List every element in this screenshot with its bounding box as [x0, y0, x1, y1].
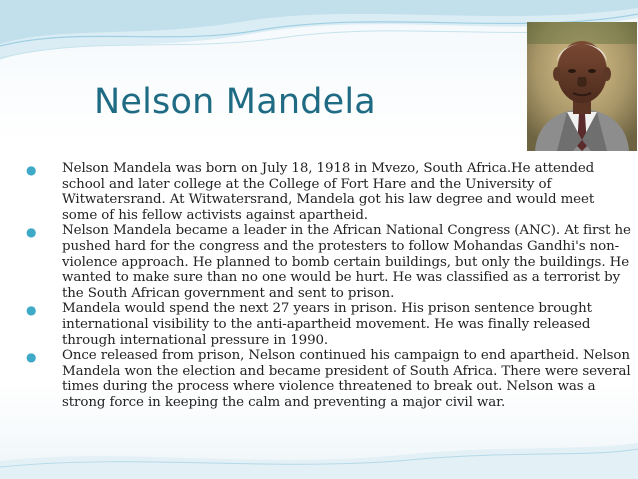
- bullet-item: [20, 161, 632, 223]
- bottom-wave-decoration: [0, 429, 638, 479]
- bullet-list: [20, 161, 632, 411]
- bullet-item: [20, 223, 632, 301]
- bullet-item: [20, 348, 632, 410]
- bullet-text: Nelson Mandela was born on July 18, 1918 in Mvezo, South Africa.He attended school and later college at the College of Fort Hare and the University of Witwatersrand. At Witwatersrand, Mandela got his law degree and would meet some of his fellow activists against apartheid.: [62, 161, 595, 223]
- bullet-item: [20, 301, 632, 348]
- circle-bullet-icon: ●: [26, 350, 37, 365]
- circle-bullet-icon: ●: [26, 303, 37, 318]
- circle-bullet-icon: ●: [26, 163, 37, 177]
- portrait-photo: [527, 22, 637, 151]
- bullet-text: Mandela would spend the next 27 years in prison. His prison sentence brought international visibility to the anti-apartheid movement. He was finally released through international pressure in 1990.: [62, 301, 592, 348]
- slide-title: Nelson Mandela: [94, 82, 376, 122]
- bullet-text: Nelson Mandela became a leader in the African National Congress (ANC). At first he pushed hard for the congress and the protesters to follow Mohandas Gandhi's non-violence approach. He planned to bomb certain buildings, but only the buildings. He wanted to make sure than no one would be hurt. He was classified as a terrorist by the South African government and sent to prison.: [62, 223, 631, 301]
- bullet-text: Once released from prison, Nelson continued his campaign to end apartheid. Nelson Mandela won the election and became president of South Africa. There were several times during the process where violence threatened to break out. Nelson was a strong force in keeping the calm and preventing a major civil war.: [62, 348, 631, 410]
- circle-bullet-icon: ●: [26, 225, 37, 240]
